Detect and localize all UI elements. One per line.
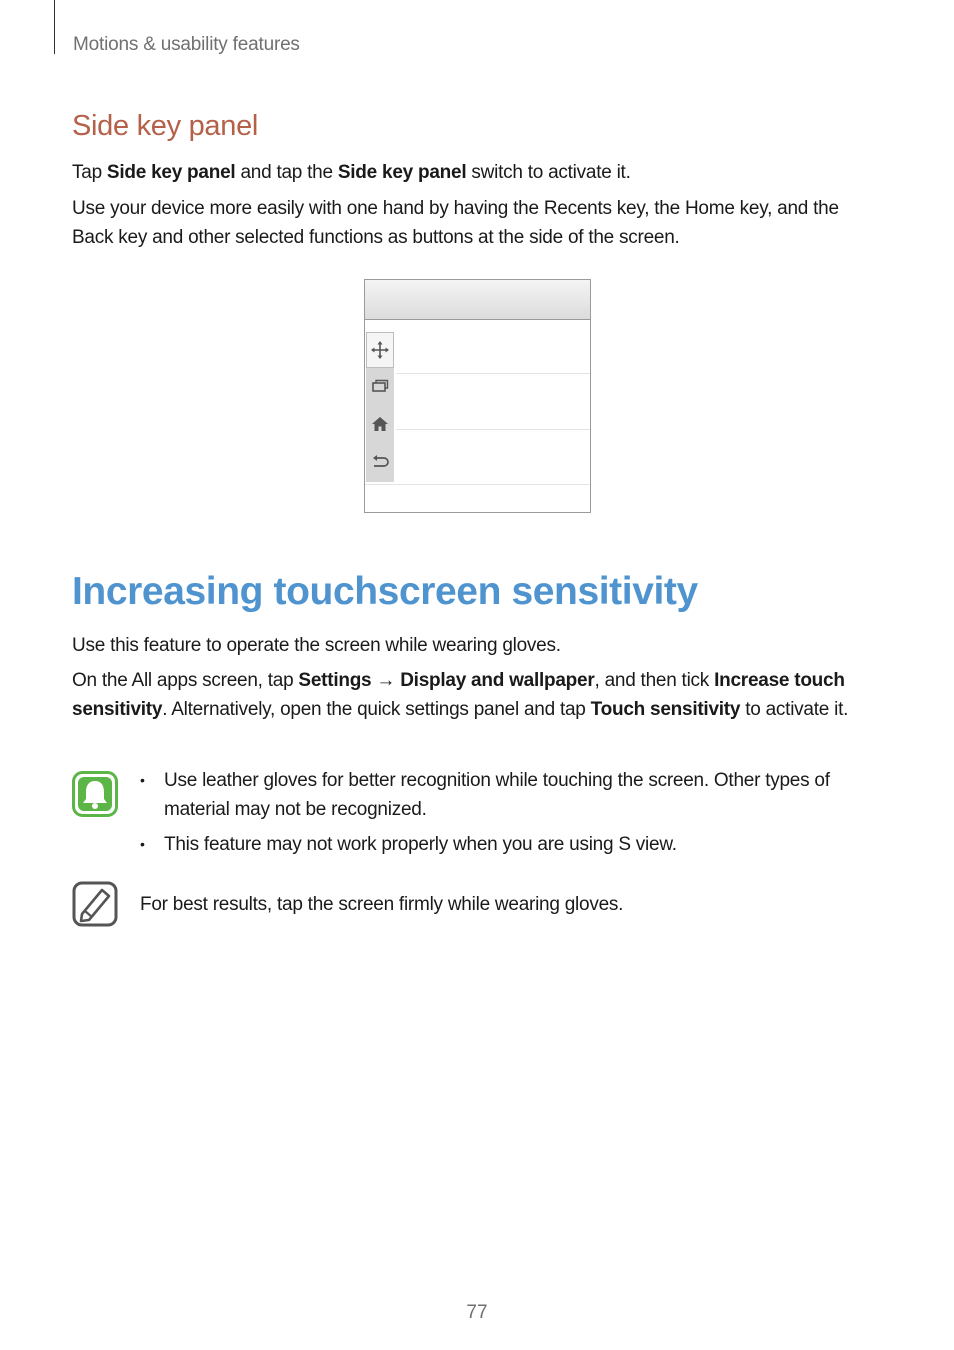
paragraph-description: Use your device more easily with one hand by having the Recents key, the Home key, and the Back key and other selected functions as buttons at the side of the screen. [72,198,839,248]
bold-term: Side key panel [106,162,236,183]
screenshot-row-divider [365,484,590,485]
list-item [140,766,884,824]
side-key-panel-strip [366,332,394,482]
bold-term: Touch sensitivity [590,699,741,720]
recents-icon-glyph [370,376,390,396]
tip-text: For best results, tap the screen firmly while wearing gloves. [140,894,624,915]
bullet-dot-icon: • [140,772,145,788]
screenshot-title-bar [365,280,590,320]
running-header: Motions & usability features [73,34,300,55]
side-key-panel-screenshot [364,279,591,513]
screenshot-row-divider [396,373,590,374]
text: switch to activate it. [466,162,631,183]
text: . Alternatively, open the quick settings panel and tap [162,699,591,720]
text: to activate it. [740,699,849,720]
list-item [140,830,884,859]
move-icon[interactable] [366,332,394,368]
paragraph-activate [72,158,884,187]
text: , and then tick [594,670,715,691]
bold-term: Side key panel [337,162,467,183]
home-icon-glyph [370,414,390,434]
page-number: 77 [466,1302,488,1323]
back-icon[interactable] [366,444,394,480]
home-icon[interactable] [366,406,394,442]
bold-term: Settings [298,670,372,691]
recents-icon[interactable] [366,368,394,404]
section-title-side-key-panel: Side key panel [72,110,259,142]
text: On the All apps screen, tap [72,670,299,691]
text: Tap [72,162,107,183]
note-text: This feature may not work properly when you are using S view. [164,834,677,855]
bullet-dot-icon: • [140,836,145,852]
paragraph-settings-path [72,666,884,724]
tip-pencil-icon [72,881,118,927]
paragraph-gloves: Use this feature to operate the screen while wearing gloves. [72,635,561,656]
note-text: Use leather gloves for better recognition while touching the screen. Other types of material may not be recognized. [164,770,830,820]
note-bell-icon [72,771,118,817]
chapter-title-touchscreen-sensitivity: Increasing touchscreen sensitivity [72,570,698,613]
bold-term: Display and wallpaper [400,670,595,691]
header-rule [54,0,55,54]
back-icon-glyph [370,452,390,472]
bold-term: Increase touch sensitivity [72,670,845,720]
text: and tap the [235,162,338,183]
text: → [371,670,401,691]
screenshot-row-divider [396,429,590,430]
move-icon-glyph [370,340,390,360]
